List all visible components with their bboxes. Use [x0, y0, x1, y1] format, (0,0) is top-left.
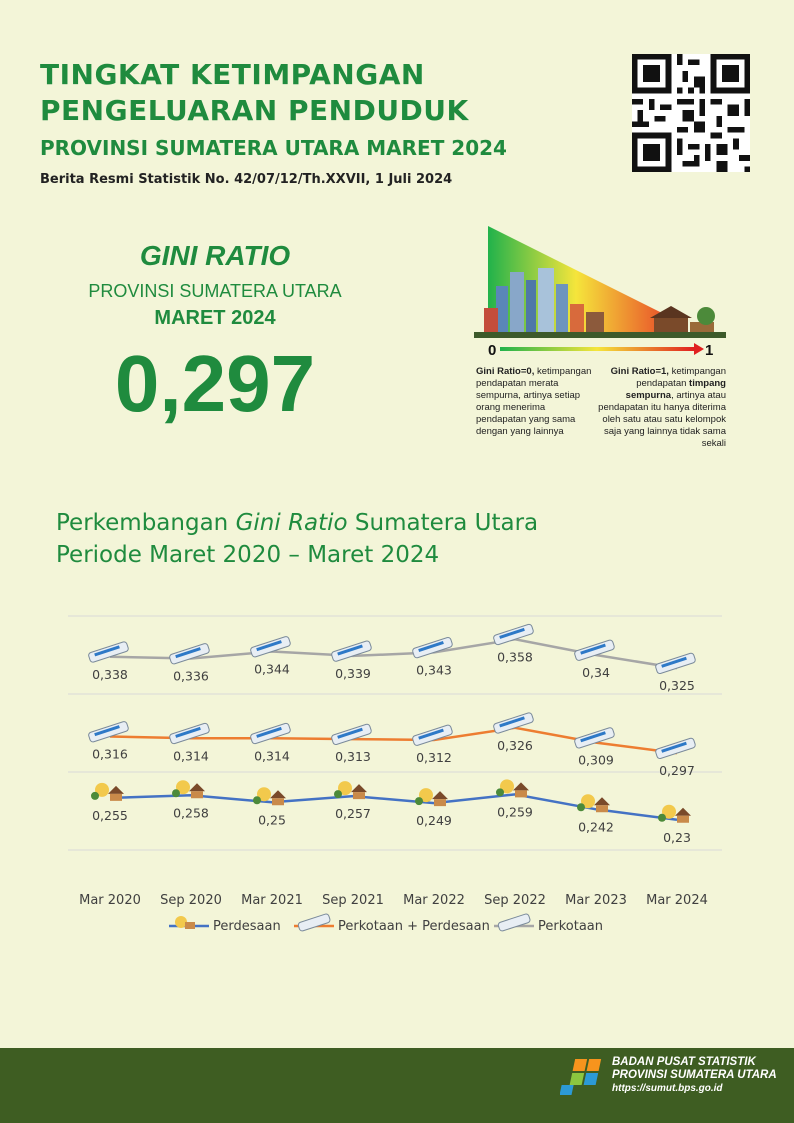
title-line2: PENGELUARAN PENDUDUK [40, 94, 469, 127]
bps-org-name [612, 1056, 777, 1095]
x-tick-label: Mar 2022 [403, 893, 465, 908]
data-point [88, 641, 129, 663]
title-line3: PROVINSI SUMATERA UTARA MARET 2024 [40, 136, 507, 160]
scale-max-label: 1 [705, 342, 714, 359]
gini-value: 0,297 [114, 339, 316, 428]
legend-label: Perdesaan [213, 919, 281, 934]
section-title-italic: Gini Ratio [235, 510, 348, 536]
gini-scale-bar [474, 338, 726, 360]
note-gini-one [598, 366, 726, 450]
data-point [412, 637, 453, 659]
data-label: 0,326 [497, 737, 533, 753]
note-right-term: Gini Ratio=1, [610, 366, 669, 377]
note-right-bold: timpang sempurna [625, 378, 726, 401]
data-label: 0,242 [578, 819, 614, 835]
data-label: 0,336 [173, 668, 209, 684]
note-gini-zero [476, 366, 596, 438]
data-label: 0,312 [416, 750, 452, 765]
bps-org-line2: PROVINSI SUMATERA UTARA [612, 1069, 777, 1081]
data-label: 0,25 [258, 812, 286, 828]
x-tick-label: Sep 2020 [160, 893, 222, 908]
data-label: 0,257 [335, 806, 371, 822]
x-tick-label: Mar 2023 [565, 893, 627, 908]
data-point [655, 737, 696, 759]
data-label: 0,34 [582, 665, 610, 680]
data-label: 0,314 [254, 748, 290, 764]
data-point [91, 783, 124, 801]
section-title-pre: Perkembangan [56, 510, 236, 536]
data-point [331, 640, 372, 662]
note-right-text2: , artinya atau pendapatan itu hanya diterima oleh satu atau satu kelompok saja yang lainnya tidak sama sekali [598, 390, 726, 449]
x-tick-label: Mar 2024 [646, 893, 708, 908]
x-tick-label: Sep 2021 [322, 893, 384, 908]
gini-title: GINI RATIO [139, 240, 291, 271]
gini-province: PROVINSI SUMATERA UTARA [88, 281, 342, 301]
legend-item [294, 913, 490, 934]
gini-ratio-line-chart [0, 600, 794, 950]
data-label: 0,316 [92, 746, 128, 762]
section-title-line2: Periode Maret 2020 – Maret 2024 [56, 542, 440, 568]
bps-logo-icon [560, 1055, 610, 1097]
data-label: 0,259 [497, 804, 533, 820]
data-label: 0,249 [416, 813, 452, 829]
data-point [331, 723, 372, 745]
data-label: 0,255 [92, 807, 128, 823]
data-label: 0,23 [663, 829, 691, 845]
data-label: 0,358 [497, 649, 533, 665]
title-line1: TINGKAT KETIMPANGAN [40, 58, 425, 91]
village-icon [650, 306, 715, 332]
section-title [56, 507, 538, 571]
bps-url-link[interactable]: https://sumut.bps.go.id [612, 1083, 723, 1094]
qr-code-icon[interactable] [632, 54, 750, 172]
data-point [169, 723, 210, 745]
gini-period: MARET 2024 [154, 307, 276, 329]
data-point [655, 652, 696, 674]
data-point [169, 643, 210, 665]
brs-reference: Berita Resmi Statistik No. 42/07/12/Th.XXVII, 1 Juli 2024 [40, 172, 453, 187]
legend-item [494, 913, 603, 934]
data-label: 0,339 [335, 665, 371, 681]
note-left-term: Gini Ratio=0, [476, 366, 535, 377]
legend-label: Perkotaan + Perdesaan [338, 919, 490, 934]
bps-org-line1: BADAN PUSAT STATISTIK [612, 1056, 756, 1068]
x-tick-label: Mar 2021 [241, 893, 303, 908]
data-label: 0,309 [578, 752, 614, 768]
scale-min-label: 0 [488, 342, 497, 359]
data-label: 0,343 [416, 662, 452, 678]
inequality-illustration [474, 224, 726, 344]
legend-label: Perkotaan [538, 919, 604, 934]
data-label: 0,313 [335, 749, 371, 765]
x-tick-label: Sep 2022 [484, 893, 546, 908]
section-title-post: Sumatera Utara [347, 510, 539, 536]
note-right-text1: ketimpangan pendapatan [636, 366, 726, 389]
legend-item [169, 916, 281, 934]
data-label: 0,344 [254, 661, 290, 677]
data-label: 0,338 [92, 666, 128, 682]
note-left-text: ketimpangan pendapatan merata sempurna, artinya setiap orang menerima pendapatan yang sama dengan yang lainnya [476, 366, 592, 437]
data-point [412, 724, 453, 746]
data-label: 0,314 [173, 748, 209, 764]
data-label: 0,297 [659, 763, 695, 779]
data-label: 0,258 [173, 805, 209, 821]
x-tick-label: Mar 2020 [79, 893, 141, 908]
data-point [250, 723, 291, 745]
data-point [250, 636, 291, 658]
data-label: 0,325 [659, 678, 695, 694]
data-point [88, 721, 129, 743]
